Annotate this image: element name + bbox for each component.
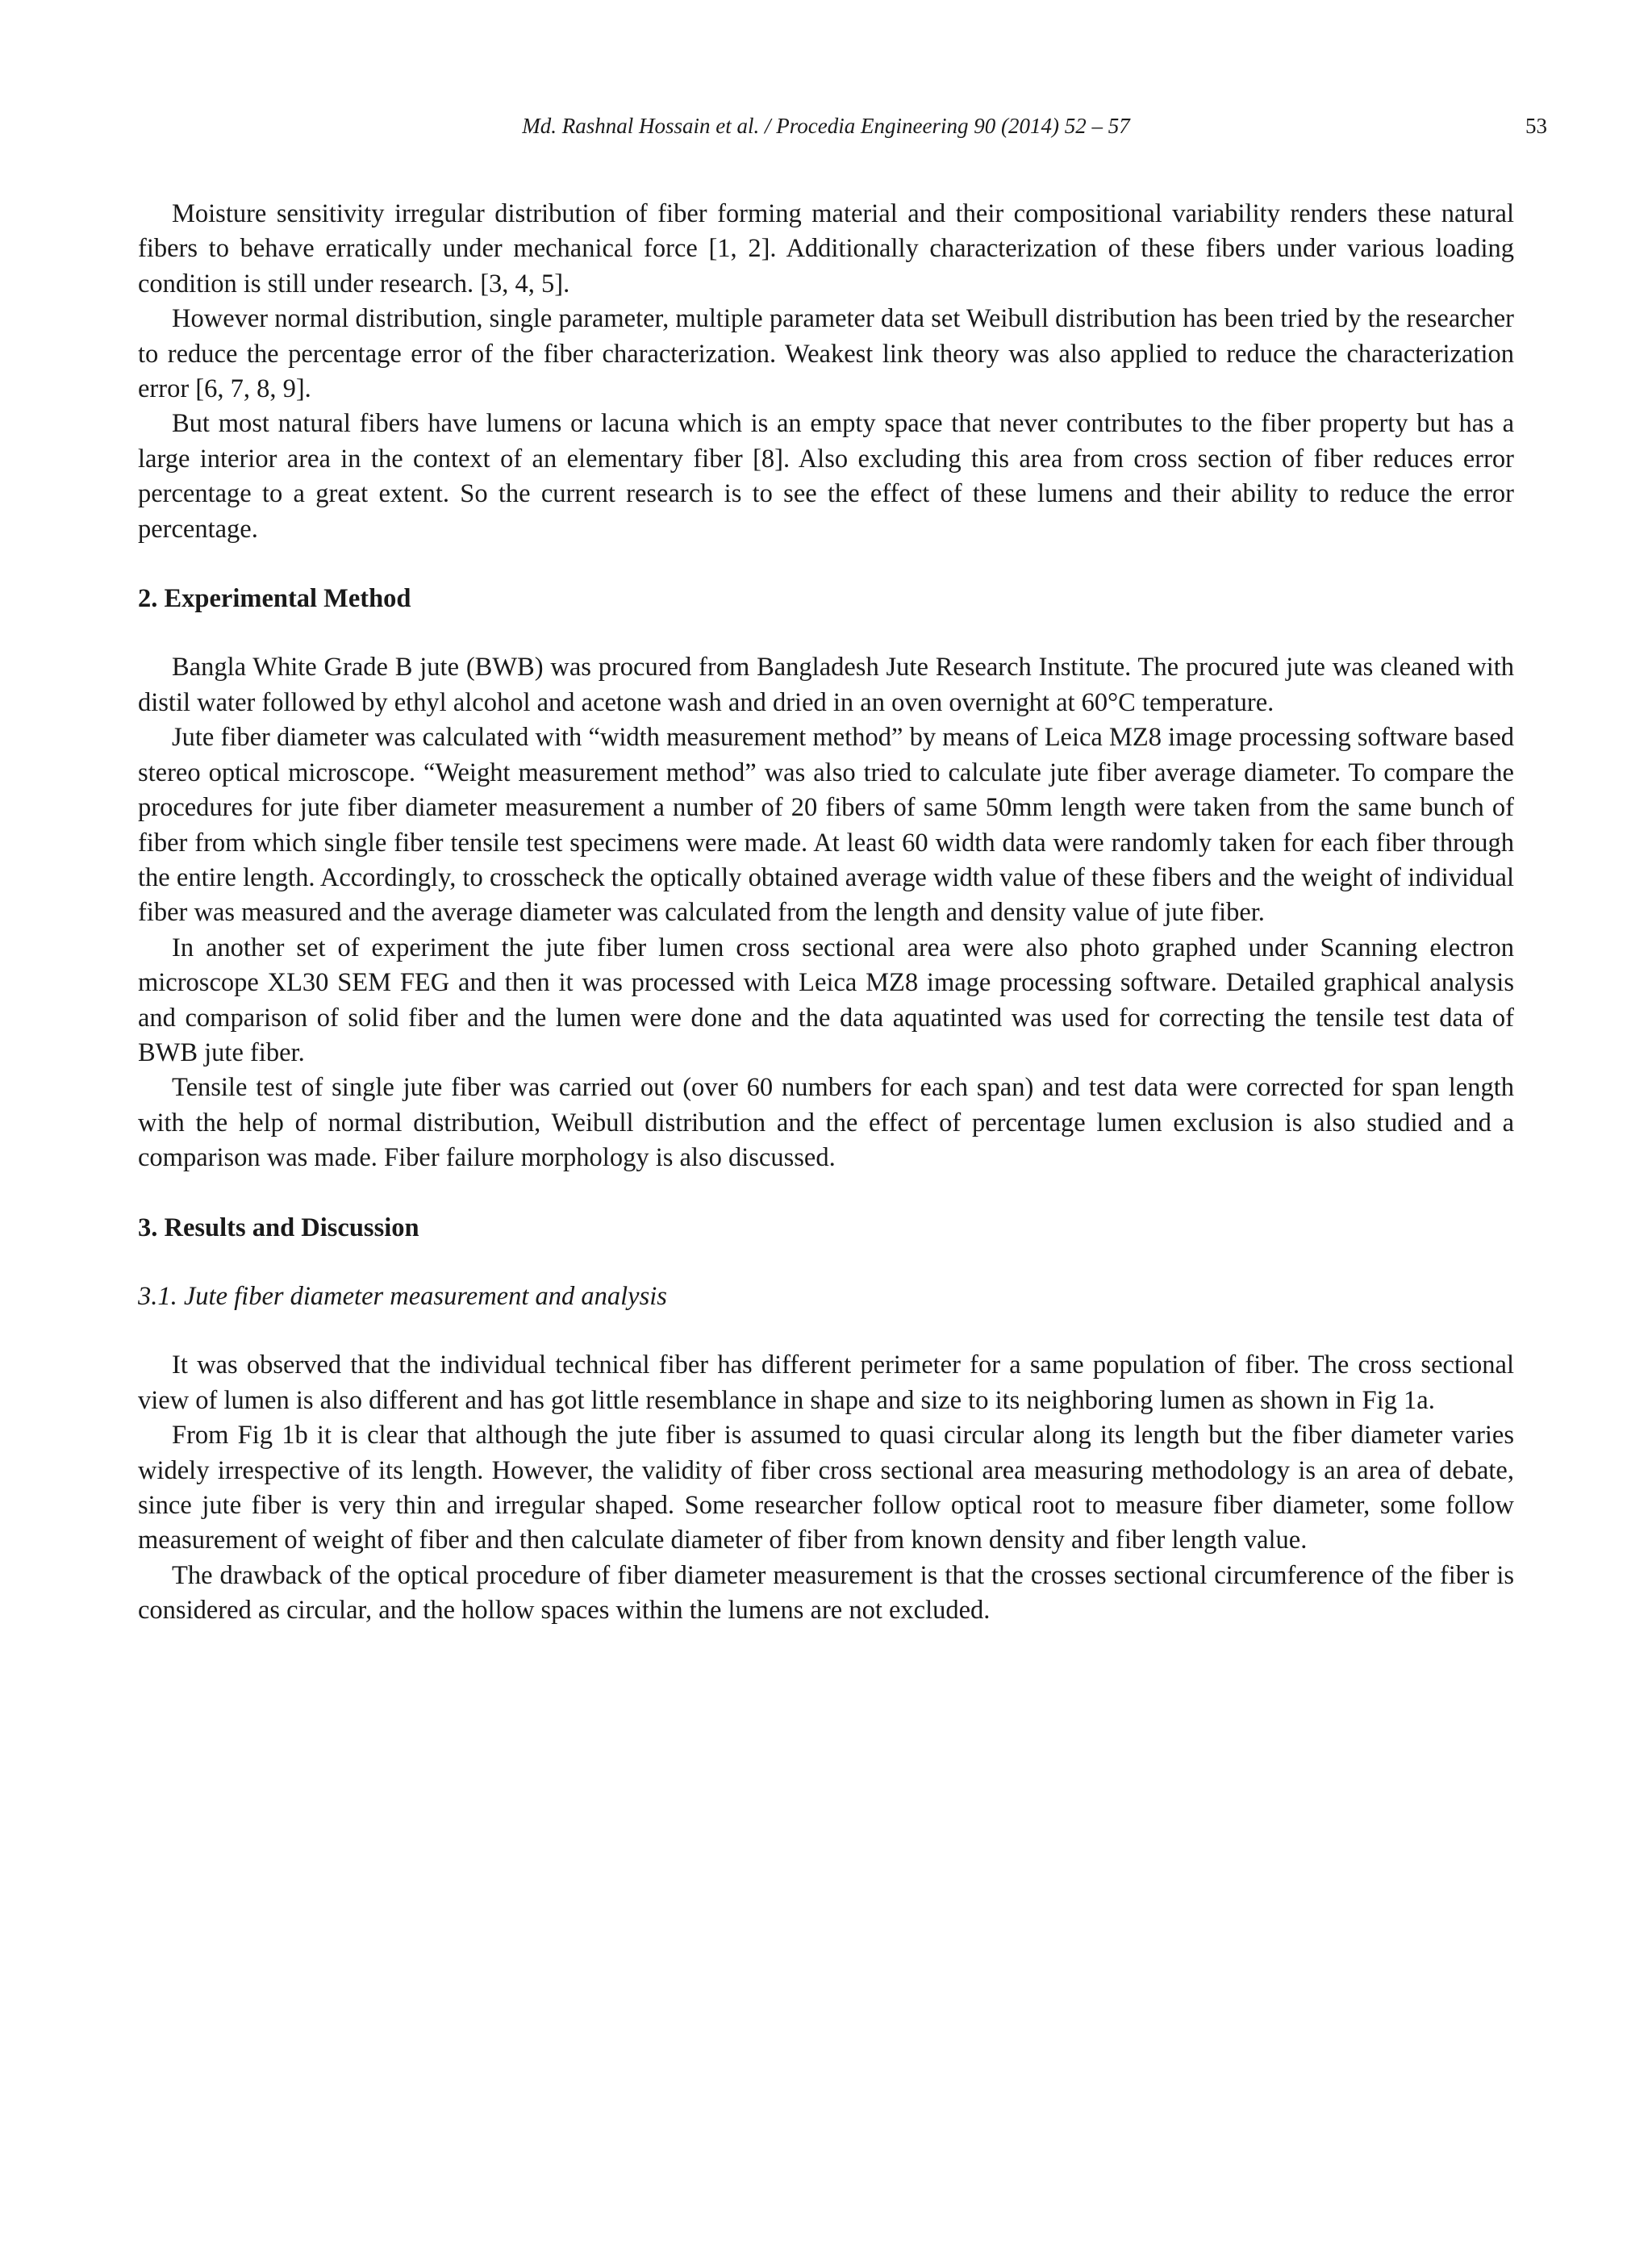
method-paragraph-4: Tensile test of single jute fiber was carried out (over 60 numbers for each span) and test data were corrected for span length with the help of normal distribution, Weibull distribution and the effect of percentage lumen exclusion is also studied and a comparison was made. Fiber failure morphology is also discussed. xyxy=(138,1073,1514,1173)
running-title: Md. Rashnal Hossain et al. / Procedia Engineering 90 (2014) 52 – 57 xyxy=(522,114,1130,138)
intro-paragraph-1: Moisture sensitivity irregular distribution of fiber forming material and their compositional variability renders these natural fibers to behave erratically under mechanical force [1, 2]. Additionally characterization of these fibers under various loading condition is still under research. [3, 4, 5]. xyxy=(138,199,1514,298)
article-body xyxy=(138,197,1514,1629)
intro-paragraph-3: But most natural fibers have lumens or lacuna which is an empty space that never contributes to the fiber property but has a large interior area in the context of an elementary fiber [8]. Also excluding this area from cross section of fiber reduces error percentage to a great extent. So the current research is to see the effect of these lumens and their ability to reduce the error percentage. xyxy=(138,409,1514,544)
results-paragraph-1: It was observed that the individual technical fiber has different perimeter for a same population of fiber. The cross sectional view of lumen is also different and has got little resemblance in shape and size to its neighboring lumen as shown in Fig 1a. xyxy=(138,1350,1514,1415)
running-header xyxy=(0,110,1652,142)
page-number: 53 xyxy=(1525,114,1547,138)
intro-paragraph-2: However normal distribution, single parameter, multiple parameter data set Weibull distribution has been tried by the researcher to reduce the percentage error of the fiber characterization. Weakest link theory was also applied to reduce the characterization error [6, 7, 8, 9]. xyxy=(138,304,1514,404)
subsection-heading-diameter: 3.1. Jute fiber diameter measurement and analysis xyxy=(138,1281,667,1311)
method-paragraph-2: Jute fiber diameter was calculated with “width measurement method” by means of Leica MZ8 image processing software based stereo optical microscope. “Weight measurement method” was also tried to calculate jute fiber average diameter. To compare the procedures for jute fiber diameter measurement a number of 20 fibers of same 50mm length were taken from the same bunch of fiber from which single fiber tensile test specimens were made. At least 60 width data were randomly taken for each fiber through the entire length. Accordingly, to crosscheck the optically obtained average width value of these fibers and the weight of individual fiber was measured and the average diameter was calculated from the length and density value of jute fiber. xyxy=(138,723,1514,928)
intro-section xyxy=(138,197,1514,547)
results-paragraph-3: The drawback of the optical procedure of fiber diameter measurement is that the crosses sectional circumference of the fiber is considered as circular, and the hollow spaces within the lumens are not excluded. xyxy=(138,1560,1514,1626)
experimental-method-section xyxy=(138,582,1514,1176)
method-paragraph-1: Bangla White Grade B jute (BWB) was procured from Bangladesh Jute Research Institute. The procured jute was cleaned with distil water followed by ethyl alcohol and acetone wash and dried in an oven overnight at 60°C temperature. xyxy=(138,653,1514,717)
results-paragraph-2: From Fig 1b it is clear that although the jute fiber is assumed to quasi circular along its length but the fiber diameter varies widely irrespective of its length. However, the validity of fiber cross sectional area measuring methodology is an area of debate, since jute fiber is very thin and irregular shaped. Some researcher follow optical root to measure fiber diameter, some follow measurement of weight of fiber and then calculate diameter of fiber from known density and fiber length value. xyxy=(138,1421,1514,1555)
section-heading-experimental-method: 2. Experimental Method xyxy=(138,584,411,614)
method-paragraph-3: In another set of experiment the jute fiber lumen cross sectional area were also photo graphed under Scanning electron microscope XL30 SEM FEG and then it was processed with Leica MZ8 image processing software. Detailed graphical analysis and comparison of solid fiber and the lumen were done and the data aquatinted was used for correcting the tensile test data of BWB jute fiber. xyxy=(138,933,1514,1067)
section-heading-results: 3. Results and Discussion xyxy=(138,1213,419,1242)
results-section xyxy=(138,1211,1514,1629)
